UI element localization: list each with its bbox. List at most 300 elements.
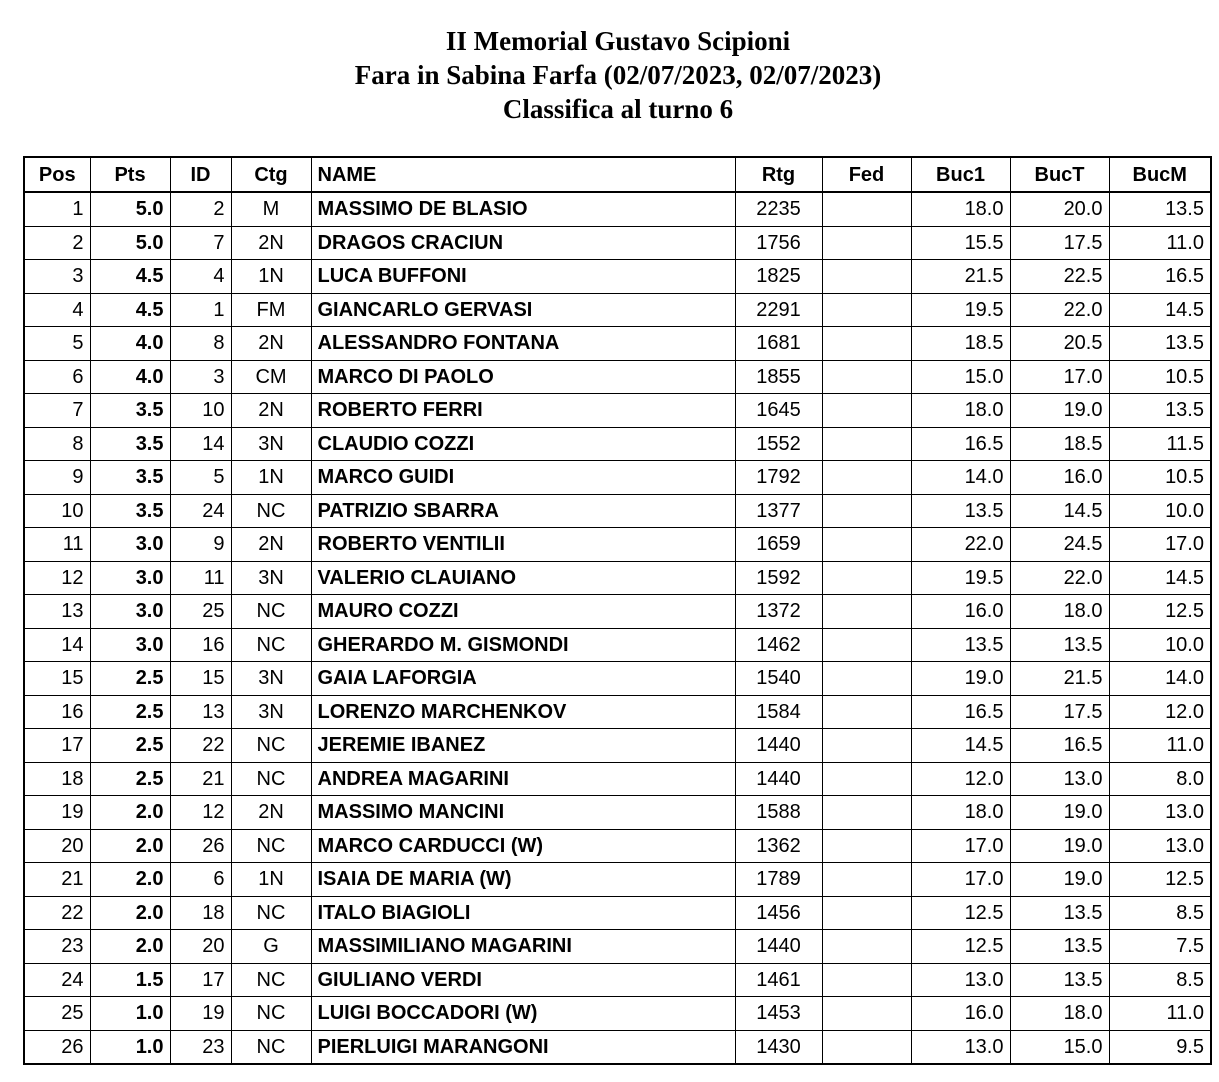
cell-buc1: 19.5 (911, 561, 1010, 595)
cell-name: GIANCARLO GERVASI (311, 293, 735, 327)
cell-ctg: 2N (231, 528, 311, 562)
cell-name: JEREMIE IBANEZ (311, 729, 735, 763)
cell-buc1: 12.5 (911, 896, 1010, 930)
cell-buc1: 17.0 (911, 829, 1010, 863)
cell-pos: 18 (24, 762, 90, 796)
table-row (24, 360, 1211, 394)
cell-buc1: 16.5 (911, 695, 1010, 729)
cell-rtg: 1588 (735, 796, 822, 830)
cell-pts: 5.0 (90, 226, 170, 260)
table-row (24, 762, 1211, 796)
cell-id: 14 (170, 427, 231, 461)
cell-id: 22 (170, 729, 231, 763)
cell-pos: 17 (24, 729, 90, 763)
cell-pos: 5 (24, 327, 90, 361)
cell-buct: 17.5 (1010, 226, 1109, 260)
cell-pos: 16 (24, 695, 90, 729)
cell-pts: 4.5 (90, 293, 170, 327)
cell-id: 19 (170, 997, 231, 1031)
cell-name: LUIGI BOCCADORI (W) (311, 997, 735, 1031)
cell-rtg: 1792 (735, 461, 822, 495)
cell-name: PIERLUIGI MARANGONI (311, 1030, 735, 1064)
cell-pts: 3.5 (90, 394, 170, 428)
cell-buc1: 18.0 (911, 192, 1010, 226)
cell-pos: 19 (24, 796, 90, 830)
cell-buct: 22.5 (1010, 260, 1109, 294)
cell-id: 7 (170, 226, 231, 260)
cell-pts: 2.5 (90, 729, 170, 763)
cell-bucm: 8.5 (1109, 963, 1211, 997)
table-row (24, 561, 1211, 595)
table-row (24, 528, 1211, 562)
cell-ctg: NC (231, 762, 311, 796)
cell-bucm: 11.0 (1109, 226, 1211, 260)
cell-pts: 3.0 (90, 595, 170, 629)
cell-fed (822, 360, 911, 394)
cell-pos: 25 (24, 997, 90, 1031)
cell-buct: 18.5 (1010, 427, 1109, 461)
cell-id: 26 (170, 829, 231, 863)
cell-name: ALESSANDRO FONTANA (311, 327, 735, 361)
cell-pos: 6 (24, 360, 90, 394)
cell-id: 4 (170, 260, 231, 294)
cell-name: ANDREA MAGARINI (311, 762, 735, 796)
cell-rtg: 1440 (735, 762, 822, 796)
cell-fed (822, 863, 911, 897)
cell-buc1: 12.5 (911, 930, 1010, 964)
col-header-name: NAME (311, 157, 735, 192)
table-row (24, 896, 1211, 930)
cell-buc1: 22.0 (911, 528, 1010, 562)
table-row (24, 829, 1211, 863)
cell-ctg: FM (231, 293, 311, 327)
cell-pts: 2.5 (90, 695, 170, 729)
cell-name: CLAUDIO COZZI (311, 427, 735, 461)
cell-pts: 3.0 (90, 628, 170, 662)
document-header (0, 24, 1219, 126)
cell-name: ITALO BIAGIOLI (311, 896, 735, 930)
cell-fed (822, 729, 911, 763)
table-row (24, 226, 1211, 260)
cell-pts: 2.0 (90, 930, 170, 964)
cell-buc1: 18.5 (911, 327, 1010, 361)
table-row (24, 930, 1211, 964)
cell-buct: 19.0 (1010, 863, 1109, 897)
table-row (24, 192, 1211, 226)
cell-name: GHERARDO M. GISMONDI (311, 628, 735, 662)
cell-buc1: 14.0 (911, 461, 1010, 495)
cell-buc1: 19.5 (911, 293, 1010, 327)
cell-rtg: 2235 (735, 192, 822, 226)
cell-rtg: 1645 (735, 394, 822, 428)
cell-buct: 13.5 (1010, 930, 1109, 964)
cell-fed (822, 930, 911, 964)
cell-pts: 2.0 (90, 829, 170, 863)
table-row (24, 327, 1211, 361)
cell-rtg: 1756 (735, 226, 822, 260)
tournament-title: II Memorial Gustavo Scipioni (445, 26, 791, 56)
cell-name: ROBERTO FERRI (311, 394, 735, 428)
cell-buct: 13.5 (1010, 963, 1109, 997)
col-header-pos: Pos (24, 157, 90, 192)
cell-pos: 3 (24, 260, 90, 294)
cell-bucm: 16.5 (1109, 260, 1211, 294)
cell-pts: 2.0 (90, 796, 170, 830)
cell-rtg: 1453 (735, 997, 822, 1031)
cell-id: 15 (170, 662, 231, 696)
cell-fed (822, 796, 911, 830)
cell-name: GAIA LAFORGIA (311, 662, 735, 696)
table-row (24, 662, 1211, 696)
cell-id: 5 (170, 461, 231, 495)
cell-id: 9 (170, 528, 231, 562)
cell-id: 3 (170, 360, 231, 394)
cell-pts: 3.5 (90, 494, 170, 528)
cell-bucm: 14.5 (1109, 561, 1211, 595)
cell-pos: 11 (24, 528, 90, 562)
cell-rtg: 1825 (735, 260, 822, 294)
cell-name: PATRIZIO SBARRA (311, 494, 735, 528)
table-row (24, 1030, 1211, 1064)
cell-ctg: NC (231, 997, 311, 1031)
table-header-row (24, 157, 1211, 192)
cell-pos: 21 (24, 863, 90, 897)
cell-fed (822, 427, 911, 461)
cell-name: VALERIO CLAUIANO (311, 561, 735, 595)
cell-pos: 2 (24, 226, 90, 260)
cell-fed (822, 997, 911, 1031)
table-row (24, 796, 1211, 830)
cell-buc1: 13.0 (911, 963, 1010, 997)
cell-fed (822, 1030, 911, 1064)
cell-ctg: NC (231, 595, 311, 629)
cell-buc1: 14.5 (911, 729, 1010, 763)
cell-ctg: 2N (231, 226, 311, 260)
cell-name: LUCA BUFFONI (311, 260, 735, 294)
cell-id: 24 (170, 494, 231, 528)
cell-bucm: 10.0 (1109, 494, 1211, 528)
cell-pts: 5.0 (90, 192, 170, 226)
table-row (24, 260, 1211, 294)
cell-rtg: 1440 (735, 729, 822, 763)
cell-bucm: 10.5 (1109, 360, 1211, 394)
col-header-pts: Pts (90, 157, 170, 192)
cell-pos: 23 (24, 930, 90, 964)
cell-bucm: 10.5 (1109, 461, 1211, 495)
cell-pts: 4.5 (90, 260, 170, 294)
cell-ctg: NC (231, 963, 311, 997)
cell-ctg: 3N (231, 662, 311, 696)
cell-rtg: 1540 (735, 662, 822, 696)
cell-buc1: 13.5 (911, 494, 1010, 528)
cell-pos: 10 (24, 494, 90, 528)
cell-id: 23 (170, 1030, 231, 1064)
cell-bucm: 14.5 (1109, 293, 1211, 327)
cell-bucm: 13.5 (1109, 394, 1211, 428)
cell-bucm: 12.0 (1109, 695, 1211, 729)
cell-ctg: M (231, 192, 311, 226)
cell-ctg: NC (231, 1030, 311, 1064)
cell-fed (822, 192, 911, 226)
cell-pos: 8 (24, 427, 90, 461)
cell-rtg: 1552 (735, 427, 822, 461)
cell-buct: 15.0 (1010, 1030, 1109, 1064)
cell-bucm: 8.5 (1109, 896, 1211, 930)
table-row (24, 695, 1211, 729)
cell-pos: 1 (24, 192, 90, 226)
cell-pos: 13 (24, 595, 90, 629)
cell-pts: 3.0 (90, 528, 170, 562)
cell-ctg: 1N (231, 863, 311, 897)
cell-rtg: 1440 (735, 930, 822, 964)
table-row (24, 494, 1211, 528)
cell-buc1: 18.0 (911, 796, 1010, 830)
cell-fed (822, 293, 911, 327)
cell-buc1: 15.5 (911, 226, 1010, 260)
cell-buct: 20.0 (1010, 192, 1109, 226)
cell-fed (822, 260, 911, 294)
cell-rtg: 2291 (735, 293, 822, 327)
cell-buct: 18.0 (1010, 997, 1109, 1031)
cell-rtg: 1362 (735, 829, 822, 863)
cell-id: 1 (170, 293, 231, 327)
cell-name: MARCO GUIDI (311, 461, 735, 495)
tournament-location-dates: Fara in Sabina Farfa (02/07/2023, 02/07/2023) (354, 60, 882, 90)
standings-body (24, 192, 1211, 1064)
cell-fed (822, 327, 911, 361)
cell-pts: 4.0 (90, 360, 170, 394)
col-header-fed: Fed (822, 157, 911, 192)
cell-pts: 1.0 (90, 1030, 170, 1064)
cell-ctg: 3N (231, 427, 311, 461)
col-header-buc1: Buc1 (911, 157, 1010, 192)
cell-ctg: 3N (231, 695, 311, 729)
cell-ctg: 1N (231, 461, 311, 495)
cell-id: 13 (170, 695, 231, 729)
cell-buct: 24.5 (1010, 528, 1109, 562)
cell-fed (822, 494, 911, 528)
standings-round: Classifica al turno 6 (502, 94, 734, 124)
cell-ctg: NC (231, 896, 311, 930)
cell-bucm: 11.0 (1109, 729, 1211, 763)
table-row (24, 394, 1211, 428)
cell-rtg: 1430 (735, 1030, 822, 1064)
cell-bucm: 12.5 (1109, 595, 1211, 629)
cell-fed (822, 762, 911, 796)
cell-id: 12 (170, 796, 231, 830)
cell-fed (822, 896, 911, 930)
table-row (24, 595, 1211, 629)
cell-rtg: 1377 (735, 494, 822, 528)
cell-bucm: 11.0 (1109, 997, 1211, 1031)
cell-ctg: 1N (231, 260, 311, 294)
cell-fed (822, 528, 911, 562)
cell-pos: 7 (24, 394, 90, 428)
cell-pos: 26 (24, 1030, 90, 1064)
cell-buct: 22.0 (1010, 293, 1109, 327)
cell-rtg: 1456 (735, 896, 822, 930)
cell-pts: 4.0 (90, 327, 170, 361)
table-row (24, 963, 1211, 997)
cell-pos: 24 (24, 963, 90, 997)
cell-ctg: 3N (231, 561, 311, 595)
cell-pts: 3.5 (90, 427, 170, 461)
col-header-bucm: BucM (1109, 157, 1211, 192)
cell-bucm: 10.0 (1109, 628, 1211, 662)
cell-name: MASSIMILIANO MAGARINI (311, 930, 735, 964)
cell-fed (822, 226, 911, 260)
cell-buc1: 16.5 (911, 427, 1010, 461)
cell-buc1: 19.0 (911, 662, 1010, 696)
cell-pts: 1.0 (90, 997, 170, 1031)
cell-rtg: 1584 (735, 695, 822, 729)
cell-id: 25 (170, 595, 231, 629)
cell-buc1: 16.0 (911, 997, 1010, 1031)
cell-id: 21 (170, 762, 231, 796)
cell-rtg: 1462 (735, 628, 822, 662)
cell-buct: 18.0 (1010, 595, 1109, 629)
cell-name: MARCO DI PAOLO (311, 360, 735, 394)
col-header-buct: BucT (1010, 157, 1109, 192)
table-row (24, 427, 1211, 461)
cell-pts: 2.0 (90, 896, 170, 930)
cell-buct: 17.0 (1010, 360, 1109, 394)
cell-rtg: 1789 (735, 863, 822, 897)
cell-pts: 1.5 (90, 963, 170, 997)
cell-bucm: 13.0 (1109, 829, 1211, 863)
table-row (24, 997, 1211, 1031)
cell-rtg: 1592 (735, 561, 822, 595)
cell-buct: 14.5 (1010, 494, 1109, 528)
table-row (24, 863, 1211, 897)
cell-bucm: 11.5 (1109, 427, 1211, 461)
cell-id: 18 (170, 896, 231, 930)
cell-id: 16 (170, 628, 231, 662)
cell-fed (822, 461, 911, 495)
cell-name: DRAGOS CRACIUN (311, 226, 735, 260)
cell-rtg: 1461 (735, 963, 822, 997)
cell-buc1: 13.0 (911, 1030, 1010, 1064)
cell-name: MAURO COZZI (311, 595, 735, 629)
cell-id: 2 (170, 192, 231, 226)
table-row (24, 628, 1211, 662)
cell-buc1: 15.0 (911, 360, 1010, 394)
cell-bucm: 7.5 (1109, 930, 1211, 964)
cell-pos: 9 (24, 461, 90, 495)
cell-id: 20 (170, 930, 231, 964)
cell-id: 17 (170, 963, 231, 997)
cell-ctg: CM (231, 360, 311, 394)
cell-pts: 3.5 (90, 461, 170, 495)
cell-id: 10 (170, 394, 231, 428)
cell-fed (822, 561, 911, 595)
cell-pos: 14 (24, 628, 90, 662)
cell-fed (822, 394, 911, 428)
cell-rtg: 1681 (735, 327, 822, 361)
cell-buc1: 12.0 (911, 762, 1010, 796)
cell-fed (822, 628, 911, 662)
cell-bucm: 8.0 (1109, 762, 1211, 796)
cell-bucm: 17.0 (1109, 528, 1211, 562)
cell-ctg: NC (231, 494, 311, 528)
cell-pos: 22 (24, 896, 90, 930)
cell-buct: 16.0 (1010, 461, 1109, 495)
cell-pos: 15 (24, 662, 90, 696)
col-header-rtg: Rtg (735, 157, 822, 192)
cell-pts: 2.0 (90, 863, 170, 897)
cell-buct: 13.0 (1010, 762, 1109, 796)
cell-name: ROBERTO VENTILII (311, 528, 735, 562)
cell-pts: 2.5 (90, 662, 170, 696)
cell-fed (822, 595, 911, 629)
cell-ctg: NC (231, 628, 311, 662)
cell-rtg: 1659 (735, 528, 822, 562)
cell-pts: 3.0 (90, 561, 170, 595)
cell-name: ISAIA DE MARIA (W) (311, 863, 735, 897)
cell-bucm: 13.0 (1109, 796, 1211, 830)
cell-pos: 4 (24, 293, 90, 327)
col-header-ctg: Ctg (231, 157, 311, 192)
cell-bucm: 14.0 (1109, 662, 1211, 696)
cell-buc1: 16.0 (911, 595, 1010, 629)
cell-name: GIULIANO VERDI (311, 963, 735, 997)
cell-ctg: G (231, 930, 311, 964)
cell-bucm: 13.5 (1109, 327, 1211, 361)
table-row (24, 461, 1211, 495)
cell-buc1: 17.0 (911, 863, 1010, 897)
cell-id: 8 (170, 327, 231, 361)
cell-bucm: 12.5 (1109, 863, 1211, 897)
cell-buc1: 18.0 (911, 394, 1010, 428)
cell-name: MASSIMO MANCINI (311, 796, 735, 830)
cell-fed (822, 829, 911, 863)
cell-id: 6 (170, 863, 231, 897)
col-header-id: ID (170, 157, 231, 192)
cell-name: LORENZO MARCHENKOV (311, 695, 735, 729)
cell-buct: 13.5 (1010, 896, 1109, 930)
cell-pos: 12 (24, 561, 90, 595)
cell-id: 11 (170, 561, 231, 595)
cell-buct: 21.5 (1010, 662, 1109, 696)
cell-fed (822, 662, 911, 696)
cell-ctg: 2N (231, 327, 311, 361)
cell-buct: 22.0 (1010, 561, 1109, 595)
cell-ctg: NC (231, 729, 311, 763)
table-row (24, 293, 1211, 327)
cell-buc1: 21.5 (911, 260, 1010, 294)
cell-fed (822, 695, 911, 729)
standings-table (23, 156, 1212, 1065)
cell-buct: 16.5 (1010, 729, 1109, 763)
cell-rtg: 1372 (735, 595, 822, 629)
cell-buct: 19.0 (1010, 829, 1109, 863)
cell-bucm: 13.5 (1109, 192, 1211, 226)
cell-pos: 20 (24, 829, 90, 863)
cell-buct: 20.5 (1010, 327, 1109, 361)
table-row (24, 729, 1211, 763)
cell-ctg: 2N (231, 796, 311, 830)
cell-buc1: 13.5 (911, 628, 1010, 662)
cell-pts: 2.5 (90, 762, 170, 796)
cell-bucm: 9.5 (1109, 1030, 1211, 1064)
cell-buct: 19.0 (1010, 394, 1109, 428)
cell-name: MASSIMO DE BLASIO (311, 192, 735, 226)
cell-buct: 19.0 (1010, 796, 1109, 830)
cell-buct: 13.5 (1010, 628, 1109, 662)
cell-ctg: NC (231, 829, 311, 863)
cell-fed (822, 963, 911, 997)
cell-ctg: 2N (231, 394, 311, 428)
